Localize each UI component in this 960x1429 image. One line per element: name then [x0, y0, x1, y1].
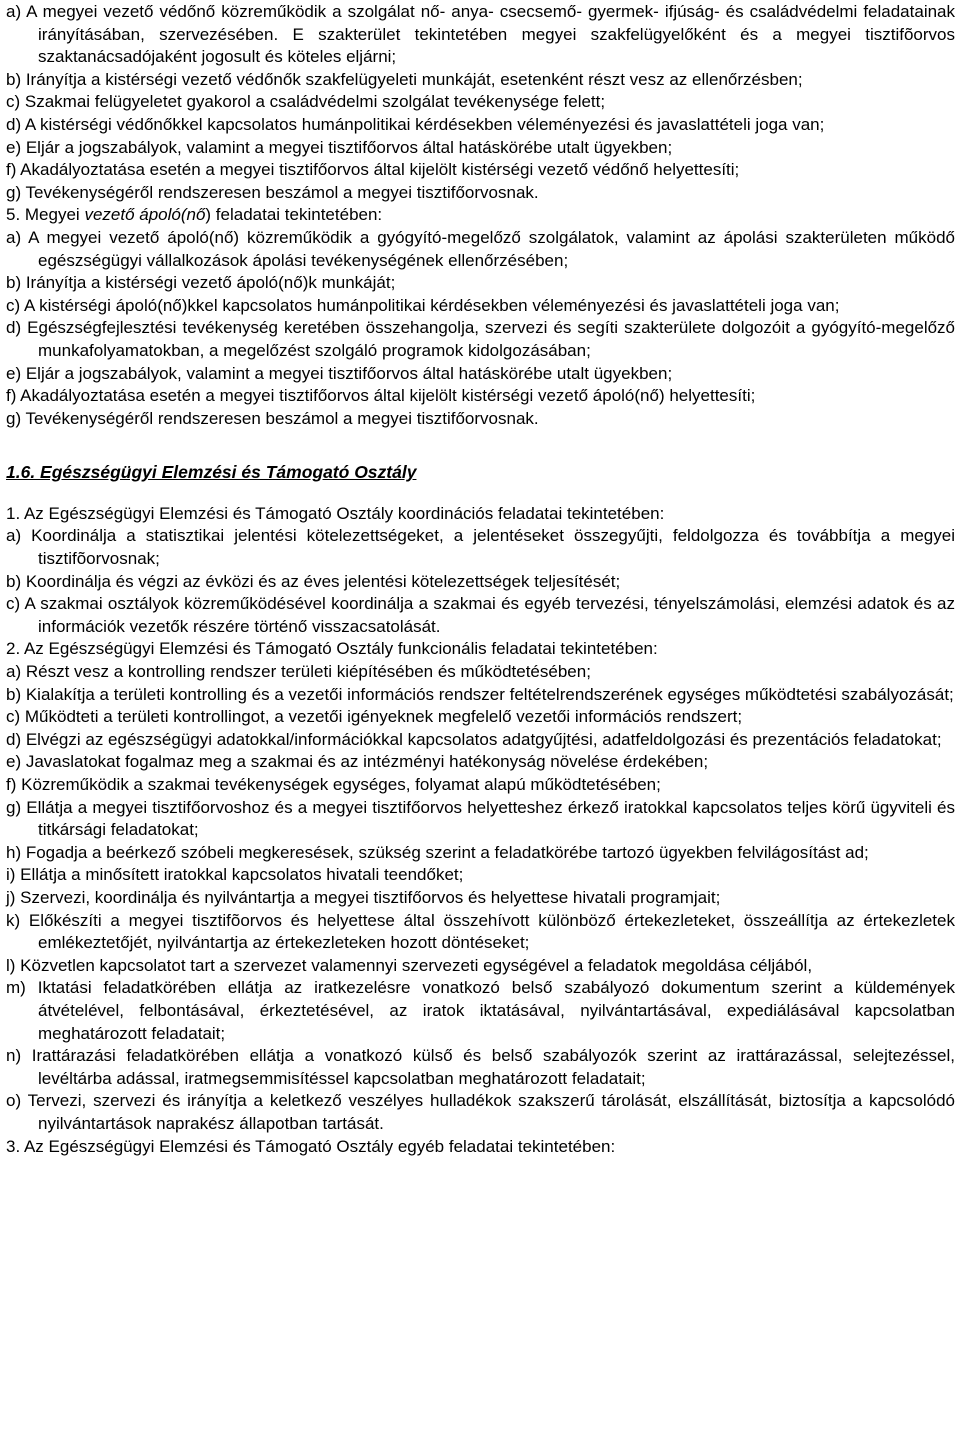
list-item: c) A kistérségi ápoló(nő)kkel kapcsolatos humánpolitikai kérdésekben véleményezési és javaslattételi joga van; — [6, 295, 840, 315]
list-item: h) Fogadja a beérkező szóbeli megkeresések, szükség szerint a feladatkörébe tartozó ügyekben felvilágosítást ad; — [6, 842, 869, 862]
list-item: l) Közvetlen kapcsolatot tart a szervezet valamennyi szervezeti egységével a feladatok megoldása céljából, — [6, 955, 813, 975]
list-item: b) Irányítja a kistérségi vezető védőnők szakfelügyeleti munkáját, esetenként részt vesz az ellenőrzésben; — [6, 69, 803, 89]
section-2-list — [6, 661, 955, 1135]
list-item: a) Részt vesz a kontrolling rendszer területi kiépítésében és működtetésében; — [6, 662, 591, 682]
list-item: d) A kistérségi védőnőkkel kapcsolatos humánpolitikai kérdésekben véleményezési és javaslattételi joga van; — [6, 114, 825, 134]
list-item: b) Kialakítja a területi kontrolling és a vezetői információs rendszer feltételrendszerének egységes működtetési szabályozását; — [6, 684, 954, 704]
document-page — [0, 1, 960, 1429]
list-item: c) Működteti a területi kontrollingot, a vezetői igényeknek megfelelő vezetői információs rendszert; — [6, 707, 743, 727]
list-item: e) Eljár a jogszabályok, valamint a megyei tisztifőorvos által hatáskörébe utalt ügyekben; — [6, 363, 673, 383]
list-item: i) Ellátja a minősített iratokkal kapcsolatos hivatali teendőket; — [6, 865, 464, 885]
list-item: f) Akadályoztatása esetén a megyei tisztifőorvos által kijelölt kistérségi vezető védőnő helyettesíti; — [6, 160, 740, 180]
point-5-suffix: ) feladatai tekintetében: — [205, 205, 383, 225]
list-item: b) Koordinálja és végzi az évközi és az éves jelentési kötelezettségek teljesítését; — [6, 571, 621, 591]
spacer — [6, 484, 955, 503]
list-item: d) Elvégzi az egészségügyi adatokkal/információkkal kapcsolatos adatgyűjtési, adatfeldolgozási és prezentációs feladatokat; — [6, 729, 942, 749]
point-5-intro — [6, 204, 955, 227]
list-item: f) Közreműködik a szakmai tevékenységek egységes, folyamat alapú működtetésében; — [6, 775, 661, 794]
section-heading: 1.6. Egészségügyi Elemzési és Támogató Osztály — [6, 462, 417, 483]
list-item: a) A megyei vezető védőnő közreműködik a szolgálat nő- anya- csecsemő- gyermek- ifjúság- és családvédelmi feladatainak irányításában, szervezésében. E szakterület tekintetében megyei szakfelügyelőként és a megyei tisztifõorvos szaktanácsadójaként jogosult és köteles eljárni; — [6, 2, 955, 67]
list-item: c) Szakmai felügyeletet gyakorol a családvédelmi szolgálat tevékenysége felett; — [6, 92, 606, 112]
section-1-list — [6, 525, 955, 638]
list-item: g) Ellátja a megyei tisztifőorvoshoz és a megyei tisztifőorvos helyetteshez érkező iratokkal kapcsolatos teljes körű ügyviteli és titkársági feladatokat; — [6, 797, 955, 840]
list-item: a) A megyei vezető ápoló(nő) közreműködik a gyógyító-megelőző szolgálatok, valamint az ápolási szakterületen működő egészségügyi vállalkozások ápolási tevékenységének ellenőrzésében; — [6, 227, 955, 270]
list-item: g) Tevékenységéről rendszeresen beszámol a megyei tisztifőorvosnak. — [6, 408, 539, 428]
list-item: g) Tevékenységéről rendszeresen beszámol a megyei tisztifőorvosnak. — [6, 182, 539, 202]
point-5-italic: vezető ápoló(nő — [84, 205, 206, 225]
point-2-intro: 2. Az Egészségügyi Elemzési és Támogató Osztály funkcionális feladatai tekintetében: — [6, 639, 658, 659]
section-a-list — [6, 1, 955, 204]
point-5-prefix: 5. Megyei — [6, 205, 85, 225]
list-item: a) Koordinálja a statisztikai jelentési kötelezettségeket, a jelentéseket összegyűjti, feldolgozza és továbbítja a megyei tisztifõorvosnak; — [6, 526, 955, 569]
list-item: c) A szakmai osztályok közreműködésével koordinálja a szakmai és egyéb tervezési, tényelszámolási, elemzési adatok és az információk vezetők részére történő visszacsatolását. — [6, 594, 955, 636]
section-5-list — [6, 227, 955, 430]
point-1-intro: 1. Az Egészségügyi Elemzési és Támogató Osztály koordinációs feladatai tekintetében: — [6, 503, 665, 523]
list-item: b) Irányítja a kistérségi vezető ápoló(nő)k munkáját; — [6, 273, 396, 293]
list-item: d) Egészségfejlesztési tevékenység keretében összehangolja, szervezi és segíti szakterülete dolgozóit a gyógyító-megelőző munkafolyamatokban, a megelőzést szolgáló programok kidolgozásában; — [6, 318, 955, 360]
list-item: e) Eljár a jogszabályok, valamint a megyei tisztifőorvos által hatáskörébe utalt ügyekben; — [6, 137, 673, 157]
point-3-intro: 3. Az Egészségügyi Elemzési és Támogató Osztály egyéb feladatai tekintetében: — [6, 1136, 616, 1156]
list-item: m) Iktatási feladatkörében ellátja az iratkezelésre vonatkozó belső szabályozó dokumentum szerint a küldemények átvételével, felbontásával, érkeztetésével, az iratok iktatásával, nyilvántartásával, expediálásával kapcsolatban meghatározott feladatait; — [6, 978, 955, 1043]
spacer — [6, 430, 955, 461]
list-item: j) Szervezi, koordinálja és nyilvántartja a megyei tisztifőorvos és helyettese hivatali programjait; — [6, 887, 721, 907]
list-item: n) Irattárazási feladatkörében ellátja a vonatkozó külső és belső szabályozók szerint az irattárazással, selejtezéssel, levéltárba adással, iratmegsemmisítéssel kapcsolatban meghatározott feladatait; — [6, 1046, 955, 1088]
list-item: f) Akadályoztatása esetén a megyei tisztifőorvos által kijelölt kistérségi vezető ápoló(nő) helyettesíti; — [6, 386, 756, 406]
list-item: e) Javaslatokat fogalmaz meg a szakmai és az intézményi hatékonyság növelése érdekében; — [6, 752, 709, 772]
list-item: k) Előkészíti a megyei tisztifõorvos és helyettese által összehívott különböző értekezleteket, összeállítja az értekezletek emlékeztetőjét, nyilvántartja az értekezleteken hozott döntéseket; — [6, 910, 955, 953]
list-item: o) Tervezi, szervezi és irányítja a keletkező veszélyes hulladékok szakszerű tárolását, elszállítását, biztosítja a kapcsolódó nyilvántartások naprakész állapotban tartását. — [6, 1091, 955, 1133]
